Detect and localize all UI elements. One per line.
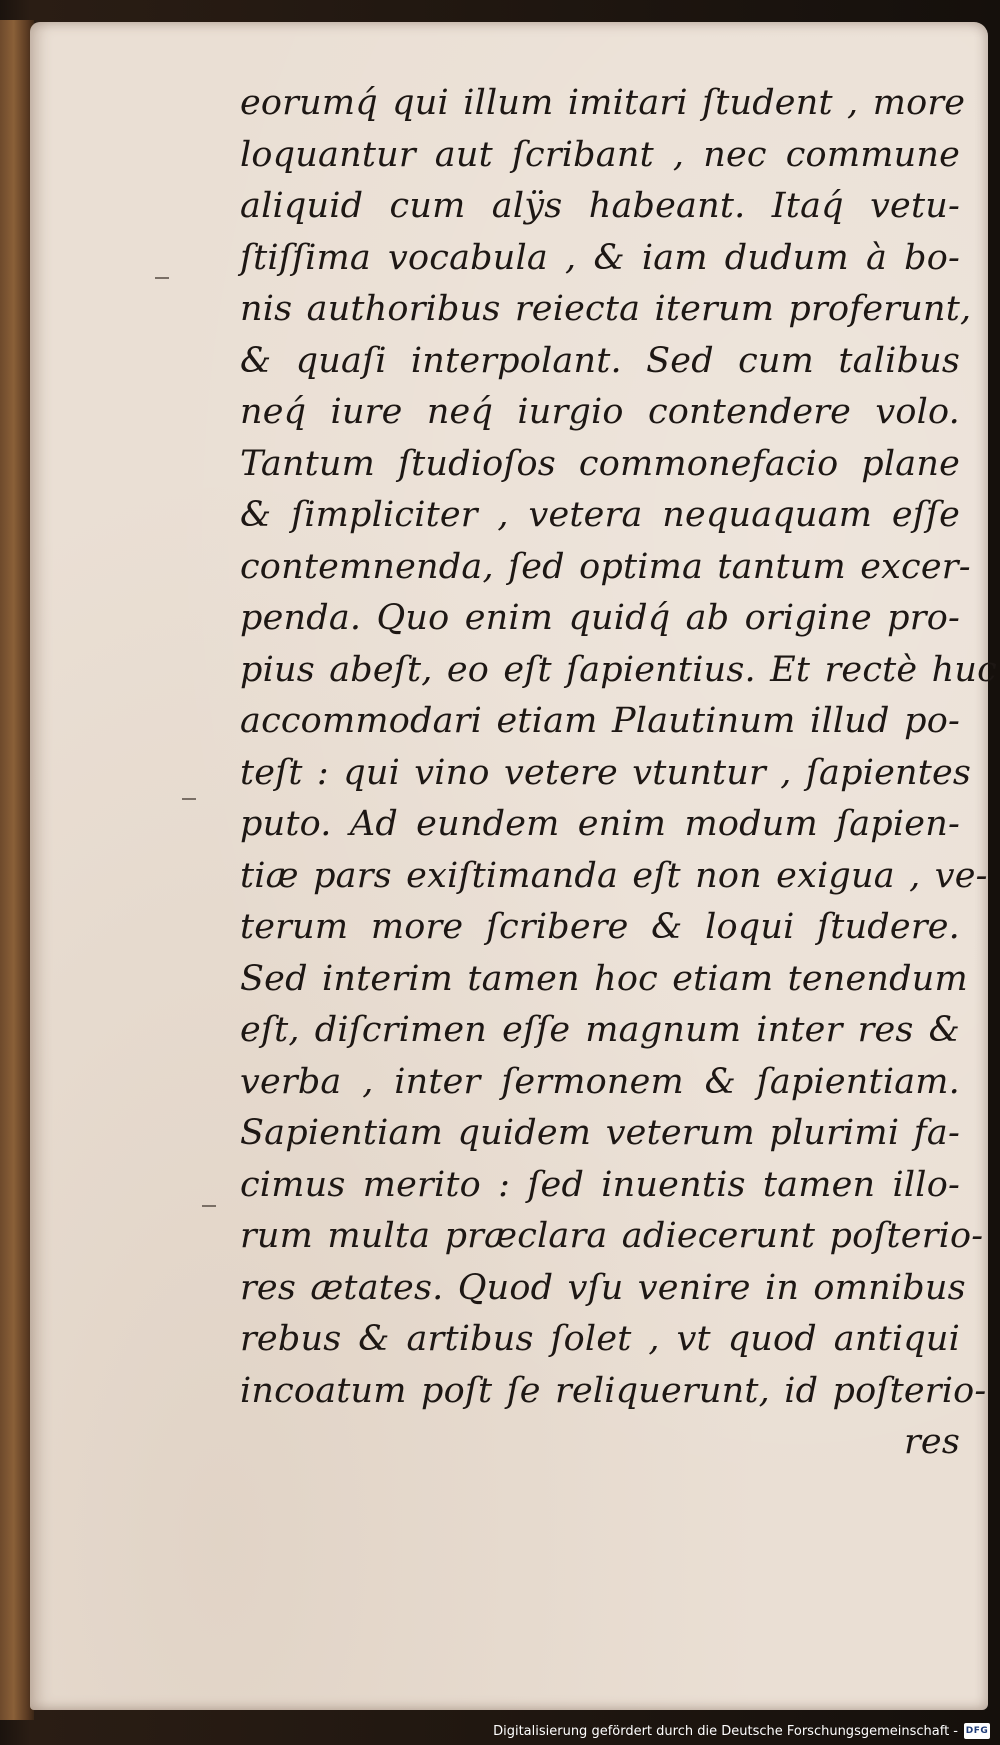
page-text <box>240 78 997 1469</box>
margin-mark <box>202 1205 216 1207</box>
text-line: loquantur aut ſcribant , nec commune <box>240 134 960 175</box>
text-line: rum multa præclara adiecerunt poſterio- <box>240 1216 984 1256</box>
text-line: res ætates. Quod vſu venire in omnibus <box>240 1267 966 1308</box>
text-line: ſtiſſima vocabula , & iam dudum à bo- <box>240 237 960 278</box>
text-line: accommodari etiam Plautinum illud po- <box>240 701 960 741</box>
text-line: incoatum poſt ſe reliquerunt, id poſterio- <box>240 1370 987 1411</box>
text-line: contemnenda, ſed optima tantum excer- <box>240 546 971 587</box>
dfg-logo: DFG <box>964 1723 990 1739</box>
text-line: Sed interim tamen hoc etiam tenendum <box>240 958 968 999</box>
text-line: puto. Ad eundem enim modum ſapien- <box>240 804 960 844</box>
text-line: Sapientiam quidem veterum plurimi fa- <box>240 1113 960 1153</box>
digitization-footer <box>493 1720 990 1742</box>
funding-credit: Digitalisierung gefördert durch die Deutsche Forschungsgemeinschaft - <box>493 1723 958 1739</box>
text-line: Tantum ſtudioſos commonefacio plane <box>240 443 960 484</box>
text-line: penda. Quo enim quidq́ ab origine pro- <box>240 598 960 638</box>
catchword: res <box>903 1422 960 1462</box>
text-line: nis authoribus reiecta iterum proferunt, <box>240 289 972 329</box>
margin-mark <box>155 277 169 279</box>
text-line: cimus merito : ſed inuentis tamen illo- <box>240 1164 960 1205</box>
margin-mark <box>182 798 196 800</box>
text-line: terum more ſcribere & loqui ſtudere. <box>240 907 960 947</box>
text-line: & ſimpliciter , vetera nequaquam eſſe <box>240 495 960 535</box>
text-line: teſt : qui vino vetere vtuntur , ſapientes <box>240 752 972 793</box>
text-line: tiæ pars exiſtimanda eſt non exigua , ve- <box>240 855 988 896</box>
text-line: eſt, diſcrimen eſſe magnum inter res & <box>240 1010 960 1050</box>
text-line: aliquid cum alÿs habeant. Itaq́ vetu- <box>240 186 960 226</box>
text-line: rebus & artibus ſolet , vt quod antiqui <box>240 1319 960 1359</box>
book-binding-edge <box>0 20 34 1720</box>
text-line: pius abeſt, eo eſt ſapientius. Et rectè huc <box>240 649 997 690</box>
text-line: & quaſi interpolant. Sed cum talibus <box>240 340 960 381</box>
text-line: verba , inter ſermonem & ſapientiam. <box>240 1061 960 1102</box>
text-line: neq́ iure neq́ iurgio contendere volo. <box>240 392 960 432</box>
text-line: eorumq́ qui illum imitari ſtudent , more <box>240 83 966 123</box>
